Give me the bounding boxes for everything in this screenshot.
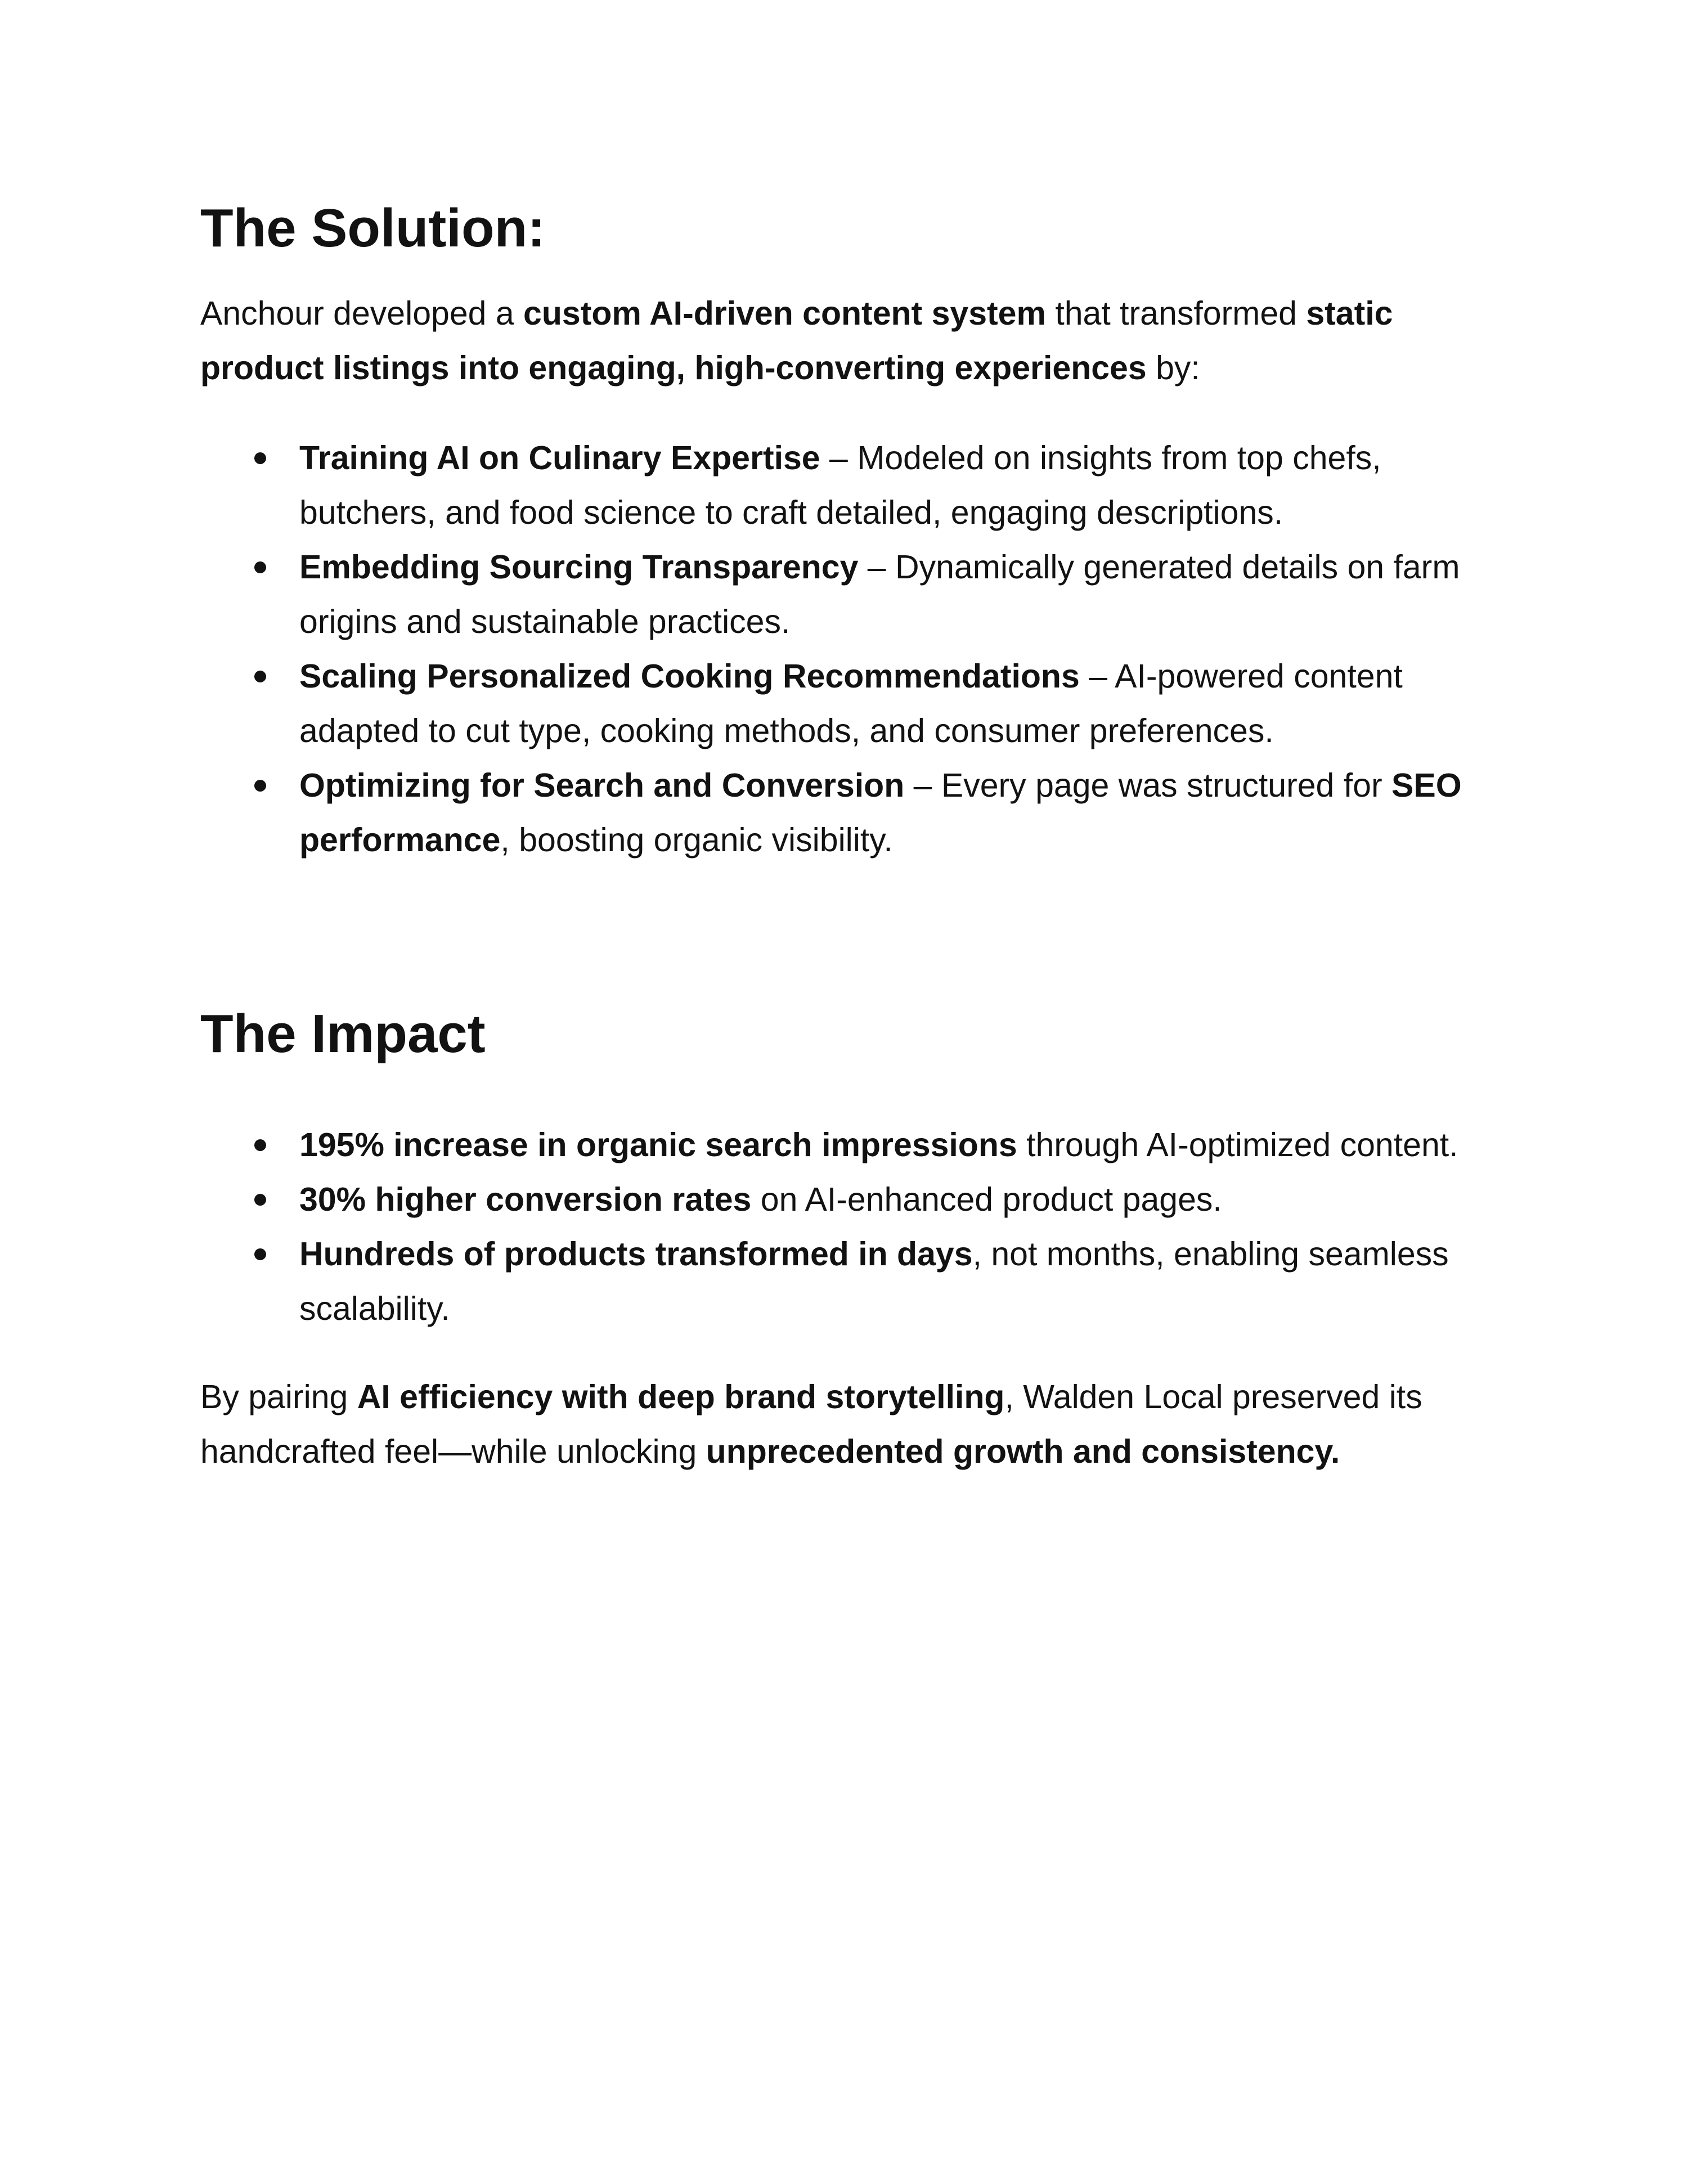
bullet-dot-icon — [254, 561, 266, 573]
impact-bullet-list — [200, 1118, 1491, 1336]
text-run: on AI-enhanced product pages. — [751, 1181, 1222, 1218]
solution-heading: The Solution: — [200, 198, 546, 258]
text-run: – AI-powered content adapted to cut type, cooking methods, and consumer preferences. — [299, 658, 1403, 749]
bullet-dot-icon — [254, 452, 266, 464]
text-run: Anchour developed a — [200, 295, 524, 332]
bold-text-run: custom AI-driven content system — [523, 295, 1046, 332]
text-run: , not months, enabling seamless scalability. — [299, 1235, 1449, 1327]
bullet-item — [299, 1118, 1491, 1172]
bullet-item — [299, 540, 1491, 649]
text-run: – Every page was structured for — [904, 767, 1391, 804]
solution-bullet-list — [200, 431, 1491, 868]
bold-text-run: Training AI on Culinary Expertise — [299, 439, 820, 477]
text-run: , Walden Local preserved its handcrafted feel—while unlocking — [200, 1378, 1422, 1470]
bold-text-run: 30% higher conversion rates — [299, 1181, 752, 1218]
text-run: By pairing — [200, 1378, 357, 1415]
bullet-dot-icon — [254, 1248, 266, 1260]
bold-text-run: 195% increase in organic search impressions — [299, 1126, 1017, 1163]
bullet-dot-icon — [254, 1194, 266, 1206]
bold-text-run: Hundreds of products transformed in days — [299, 1235, 973, 1273]
bold-text-run: SEO performance — [299, 767, 1462, 859]
impact-outro-paragraph — [200, 1370, 1491, 1479]
section-solution — [200, 196, 1491, 868]
bold-text-run: AI efficiency with deep brand storytelling — [357, 1378, 1005, 1415]
bullet-item — [299, 758, 1491, 868]
text-run: – Dynamically generated details on farm origins and sustainable practices. — [299, 549, 1460, 640]
bold-text-run: Optimizing for Search and Conversion — [299, 767, 905, 804]
bullet-dot-icon — [254, 780, 266, 792]
text-run: , boosting organic visibility. — [500, 821, 893, 859]
bold-text-run: unprecedented growth and consistency. — [706, 1433, 1340, 1470]
section-impact — [200, 1001, 1491, 1479]
impact-heading: The Impact — [200, 1004, 486, 1064]
bullet-dot-icon — [254, 1139, 266, 1151]
text-run: – Modeled on insights from top chefs, butchers, and food science to craft detailed, engaging descriptions. — [299, 439, 1381, 531]
text-run: that transformed — [1045, 295, 1307, 332]
text-run: through AI-optimized content. — [1017, 1126, 1458, 1163]
bold-text-run: static product listings into engaging, high-converting experiences — [200, 295, 1393, 387]
bold-text-run: Embedding Sourcing Transparency — [299, 549, 859, 586]
bullet-item — [299, 1172, 1491, 1227]
text-run: by: — [1146, 349, 1200, 387]
bullet-item — [299, 431, 1491, 540]
solution-intro-paragraph — [200, 286, 1491, 396]
bold-text-run: Scaling Personalized Cooking Recommendations — [299, 658, 1080, 695]
bullet-item — [299, 1227, 1491, 1336]
bullet-dot-icon — [254, 671, 266, 682]
bullet-item — [299, 649, 1491, 758]
